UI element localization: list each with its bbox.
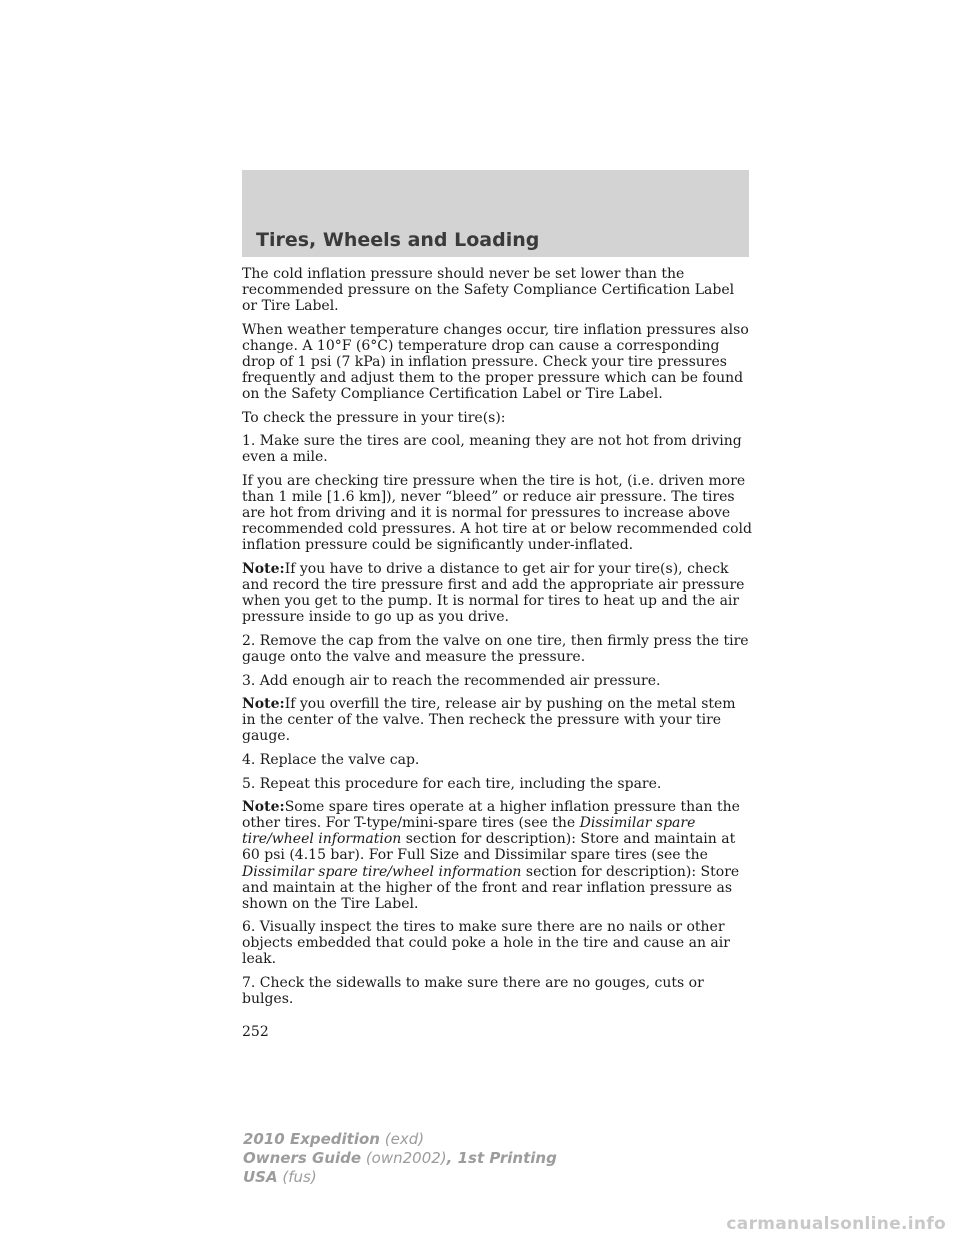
footer-model-code: (exd) bbox=[379, 1130, 425, 1148]
step-7: 7. Check the sidewalls to make sure there are no gouges, cuts or bulges. bbox=[242, 975, 704, 1008]
footer-region-code: (fus) bbox=[277, 1168, 317, 1186]
footer-guide-code: (own2002) bbox=[361, 1149, 447, 1167]
note-text: If you overfill the tire, release air by pushing on the metal stem in the center of the valve. Then recheck the pressure with your tire gauge. bbox=[242, 696, 736, 745]
step-3: 3. Add enough air to reach the recommended air pressure. bbox=[242, 672, 661, 689]
section-title: Tires, Wheels and Loading bbox=[256, 229, 540, 251]
body-text bbox=[242, 266, 752, 1015]
note-3 bbox=[242, 799, 752, 912]
paragraph: To check the pressure in your tire(s): bbox=[242, 409, 506, 426]
paragraph: The cold inflation pressure should never be set lower than the recommended pressure on the Safety Compliance Certification Label or Tire Label. bbox=[242, 266, 735, 315]
step-6: 6. Visually inspect the tires to make sure there are no nails or other objects embedded that could poke a hole in the tire and cause an air leak. bbox=[242, 919, 730, 968]
page-number: 252 bbox=[242, 1024, 269, 1040]
watermark: carmanualsonline.info bbox=[726, 1214, 946, 1234]
note-text: section for description): Store and maintain at the higher of the front and rear inflation pressure as shown on the Tire Label. bbox=[242, 863, 740, 912]
note-label: Note: bbox=[242, 799, 285, 816]
footer-guide: Owners Guide bbox=[243, 1149, 362, 1167]
note-text: section for description): Store and maintain at 60 psi (4.15 bar). For Full Size and Dissimilar spare tires (see the bbox=[242, 831, 736, 864]
step-1: 1. Make sure the tires are cool, meaning they are not hot from driving even a mile. bbox=[242, 433, 742, 466]
note-1 bbox=[242, 561, 752, 625]
step-4: 4. Replace the valve cap. bbox=[242, 751, 420, 768]
print-footer bbox=[243, 1130, 557, 1187]
footer-region: USA bbox=[243, 1168, 278, 1186]
step-2: 2. Remove the cap from the valve on one tire, then firmly press the tire gauge onto the valve and measure the pressure. bbox=[242, 632, 749, 665]
note-label: Note: bbox=[242, 696, 285, 713]
note-text: If you have to drive a distance to get air for your tire(s), check and record the tire pressure first and add the appropriate air pressure when you get to the pump. It is normal for tires to heat up and the air pressure inside to go up as you drive. bbox=[242, 561, 745, 626]
section-reference: Dissimilar spare tire/wheel information bbox=[242, 863, 522, 880]
paragraph: If you are checking tire pressure when the tire is hot, (i.e. driven more than 1 mile [1.6 km]), never “bleed” or reduce air pressure. The tires are hot from driving and it is normal for pressures to increase above recommended cold pressures. A hot tire at or below recommended cold inflation pressure could be significantly under-inflated. bbox=[242, 473, 752, 554]
section-reference: Dissimilar spare tire/wheel information bbox=[242, 815, 696, 848]
footer-model: 2010 Expedition bbox=[243, 1130, 380, 1148]
note-text: Some spare tires operate at a higher inflation pressure than the other tires. For T-type/mini-spare tires (see the bbox=[242, 799, 740, 832]
note-2 bbox=[242, 696, 752, 744]
step-5: 5. Repeat this procedure for each tire, including the spare. bbox=[242, 775, 662, 792]
note-label: Note: bbox=[242, 561, 285, 577]
paragraph: When weather temperature changes occur, tire inflation pressures also change. A 10°F (6°C) temperature drop can cause a corresponding drop of 1 psi (7 kPa) in inflation pressure. Check your tire pressures frequently and adjust them to the proper pressure which can be found on the Safety Compliance Certification Label or Tire Label. bbox=[242, 321, 749, 403]
footer-printing: , 1st Printing bbox=[446, 1149, 557, 1167]
